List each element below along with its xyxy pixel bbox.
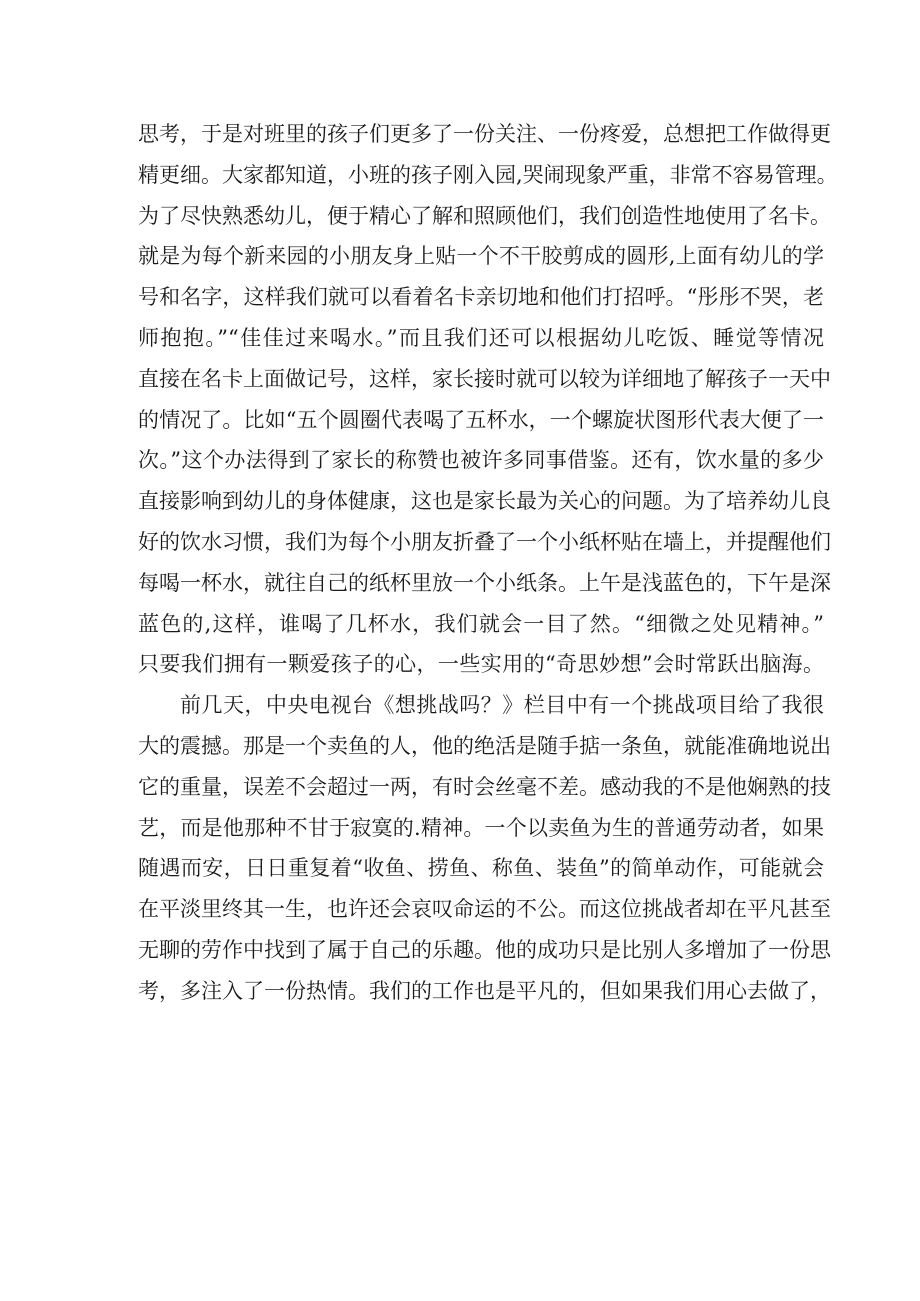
text-line: 考，多注入了一份热情。我们的工作也是平凡的，但如果我们用心去做了， [138, 978, 831, 1003]
text-line: 师抱抱。”“佳佳过来喝水。”而且我们还可以根据幼儿吃饭、睡觉等情况 [138, 325, 824, 350]
text-line: 为了尽快熟悉幼儿，便于精心了解和照顾他们，我们创造性地使用了名卡。 [138, 203, 831, 228]
text-line: 好的饮水习惯，我们为每个小朋友折叠了一个小纸杯贴在墙上，并提醒他们 [138, 529, 831, 554]
text-line: 就是为每个新来园的小朋友身上贴一个不干胶剪成的圆形,上面有幼儿的学 [138, 244, 824, 269]
text-line: 无聊的劳作中找到了属于自己的乐趣。他的成功只是比别人多增加了一份思 [138, 937, 831, 962]
text-line: 直接在名卡上面做记号，这样，家长接时就可以较为详细地了解孩子一天中 [138, 366, 831, 391]
text-line: 艺，而是他那种不甘于寂寞的.精神。一个以卖鱼为生的普通劳动者，如果 [138, 815, 824, 840]
text-line: 思考，于是对班里的孩子们更多了一份关注、一份疼爱，总想把工作做得更 [138, 122, 831, 146]
text-line: 在平淡里终其一生，也许还会哀叹命运的不公。而这位挑战者却在平凡甚至 [138, 897, 831, 922]
text-line: 随遇而安，日日重复着“收鱼、捞鱼、称鱼、装鱼”的简单动作，可能就会 [138, 856, 824, 881]
text-line: 只要我们拥有一颗爱孩子的心，一些实用的“奇思妙想”会时常跃出脑海。 [138, 652, 824, 677]
text-line: 号和名字，这样我们就可以看着名卡亲切地和他们打招呼。“彤彤不哭，老 [138, 285, 824, 310]
paragraph-1 [138, 114, 838, 685]
paragraph-2 [138, 685, 831, 1011]
text-line: 精更细。大家都知道，小班的孩子刚入园,哭闹现象严重，非常不容易管理。 [138, 162, 838, 187]
body-text [138, 114, 838, 1012]
text-line: 它的重量，误差不会超过一两，有时会丝毫不差。感动我的不是他娴熟的技 [138, 774, 831, 799]
text-line: 每喝一杯水，就往自己的纸杯里放一个小纸条。上午是浅蓝色的，下午是深 [138, 570, 831, 595]
text-line: 直接影响到幼儿的身体健康，这也是家长最为关心的问题。为了培养幼儿良 [138, 489, 831, 514]
text-line: 次。”这个办法得到了家长的称赞也被许多同事借鉴。还有，饮水量的多少 [138, 448, 824, 473]
text-line: 前几天，中央电视台《想挑战吗？》栏目中有一个挑战项目给了我很 [180, 693, 824, 718]
text-line: 的情况了。比如“五个圆圈代表喝了五杯水，一个螺旋状图形代表大便了一 [138, 407, 824, 432]
text-line: 大的震撼。那是一个卖鱼的人，他的绝活是随手掂一条鱼，就能准确地说出 [138, 733, 831, 758]
text-line: 蓝色的,这样，谁喝了几杯水，我们就会一目了然。“细微之处见精神。” [138, 611, 824, 636]
